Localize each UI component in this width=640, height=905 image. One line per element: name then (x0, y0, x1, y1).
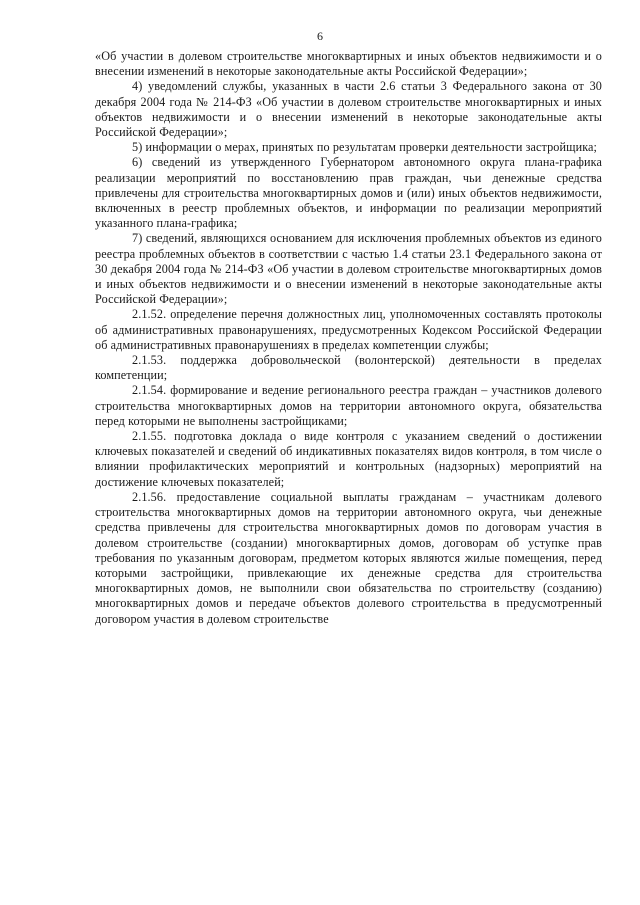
paragraph-2-1-52: 2.1.52. определение перечня должностных лиц, уполномоченных составлять протоколы об административных правонарушениях, предусмотренных Кодексом Российской Федерации об административных правонарушениях в пределах компетенции службы; (95, 307, 602, 352)
paragraph-item-7: 7) сведений, являющихся основанием для исключения проблемных объектов из единого реестра проблемных объектов в соответствии с частью 1.4 статьи 23.1 Федерального закона от 30 декабря 2004 года № 214-ФЗ «Об участии в долевом строительстве многоквартирных домов и иных объектов недвижимости и о внесении изменений в некоторые законодательные акты Российской Федерации»; (95, 231, 602, 307)
paragraph-item-5: 5) информации о мерах, принятых по результатам проверки деятельности застройщика; (132, 140, 598, 155)
paragraph-2-1-54: 2.1.54. формирование и ведение регионального реестра граждан – участников долевого строительства многоквартирных домов на территории автономного округа, обязательства перед которыми не выполнены застройщиками; (95, 383, 602, 428)
paragraph-2-1-53: 2.1.53. поддержка добровольческой (волонтерской) деятельности в пределах компетенции; (95, 353, 602, 383)
document-body (95, 49, 602, 627)
paragraph-2-1-56: 2.1.56. предоставление социальной выплаты гражданам – участникам долевого строительства многоквартирных домов на территории автономного округа, чьи денежные средства привлечены для строительства многоквартирных домов по договорам участия в долевом строительстве (создании) многоквартирных домов, договорам об уступке прав требования по указанным договорам, предметом которых являются жилые помещения, перед которыми застройщики, привлекающие их денежные средства для строительства многоквартирных домов, не выполнили свои обязательства по строительству (созданию) многоквартирных домов и передаче объектов долевого строительства в предусмотренный договором участия в долевом строительстве (95, 489, 602, 626)
paragraph-item-4: 4) уведомлений службы, указанных в части 2.6 статьи 3 Федерального закона от 30 декабря 2004 года № 214-ФЗ «Об участии в долевом строительстве многоквартирных и иных объектов недвижимости и о внесении изменений в некоторые законодательные акты Российской Федерации»; (95, 79, 602, 140)
paragraph-item-6: 6) сведений из утвержденного Губернатором автономного округа плана-графика реализации мероприятий по восстановлению прав граждан, чьи денежные средства привлечены для строительства многоквартирных домов и (или) иных объектов недвижимости, включенных в реестр проблемных объектов, и информации по реализации мероприятий указанного плана-графика; (95, 155, 602, 231)
paragraph-continuation: «Об участии в долевом строительстве многоквартирных и иных объектов недвижимости и о внесении изменений в некоторые законодательные акты Российской Федерации»; (95, 49, 602, 79)
paragraph-2-1-55: 2.1.55. подготовка доклада о виде контроля с указанием сведений о достижении ключевых показателей и сведений об индикативных показателях видов контроля, в том числе о влиянии профилактических мероприятий и контрольных (надзорных) мероприятий на достижение ключевых показателей; (95, 429, 602, 489)
page-number: 6 (317, 29, 323, 43)
